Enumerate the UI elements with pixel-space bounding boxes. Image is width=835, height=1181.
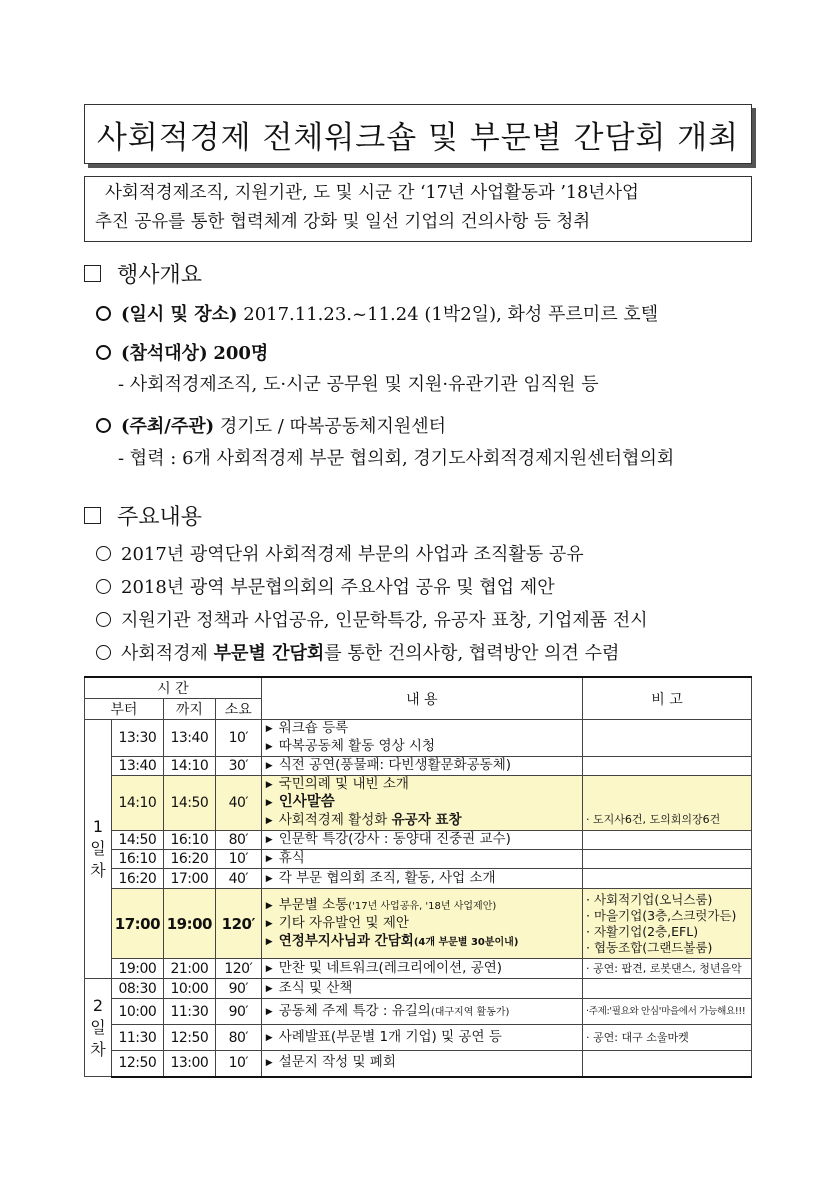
datetime-value: 2017.11.23.~11.24 (1박2일), 화성 푸르미르 호텔: [243, 304, 659, 325]
summary-line-1: 사회적경제조직, 지원기관, 도 및 시군 간 ‘17년 사업활동과 ’18년사업: [105, 183, 639, 203]
table-row: [85, 979, 752, 999]
content-cell: ▶ 공동체 주제 특강 : 유길의(대구지역 활동가): [261, 999, 582, 1025]
datetime-label: (일시 및 장소): [121, 304, 238, 325]
main-item-3: [96, 606, 648, 632]
schedule-table: [84, 676, 752, 1078]
attendees-detail: - 사회적경제조직, 도·시군 공무원 및 지원·유관기관 임직원 등: [118, 374, 599, 395]
time-from: 17:00: [111, 889, 163, 959]
triangle-bullet-icon: ▶: [265, 835, 273, 845]
note-cell: [583, 757, 752, 776]
time-duration: 10′: [215, 1051, 261, 1077]
time-duration: 10′: [215, 850, 261, 869]
table-header-row: [85, 677, 752, 699]
time-from: 19:00: [111, 959, 163, 979]
time-to: 13:40: [163, 720, 215, 757]
time-from: 12:50: [111, 1051, 163, 1077]
note-cell: [583, 979, 752, 999]
time-duration: 120′: [215, 959, 261, 979]
overview-attendees: [96, 339, 268, 365]
time-to: 14:10: [163, 757, 215, 776]
triangle-bullet-icon: ▶: [265, 780, 273, 790]
table-row: [85, 869, 752, 889]
time-from: 13:30: [111, 720, 163, 757]
note-cell: [583, 720, 752, 757]
content-cell: ▶ 각 부문 협의회 조직, 활동, 사업 소개: [261, 869, 582, 889]
header-to: 까지: [163, 699, 215, 720]
table-row: [85, 831, 752, 850]
note-cell: · 도지사6건, 도의회의장6건: [583, 776, 752, 831]
main-item-text: 사회적경제: [121, 643, 214, 664]
time-duration: 80′: [215, 831, 261, 850]
header-time: 시 간: [85, 677, 262, 699]
main-item-text: 2018년 광역 부문협의회의 주요사업 공유 및 협업 제안: [121, 577, 555, 598]
header-note: 비 고: [583, 677, 752, 720]
note-cell: [583, 850, 752, 869]
time-duration: 10′: [215, 720, 261, 757]
table-row: [85, 776, 752, 831]
time-duration: 30′: [215, 757, 261, 776]
triangle-bullet-icon: ▶: [265, 1058, 273, 1069]
time-from: 10:00: [111, 999, 163, 1025]
content-cell: ▶ 조식 및 산책: [261, 979, 582, 999]
content-cell: ▶ 사례발표(부문별 1개 기업) 및 공연 등: [261, 1025, 582, 1051]
main-item-text: 2017년 광역단위 사회적경제 부문의 사업과 조직활동 공유: [121, 544, 584, 565]
triangle-bullet-icon: ▶: [265, 963, 273, 974]
triangle-bullet-icon: ▶: [265, 873, 273, 884]
table-row: [85, 959, 752, 979]
triangle-bullet-icon: ▶: [265, 854, 273, 864]
circle-bullet-icon: [96, 345, 111, 360]
time-from: 13:40: [111, 757, 163, 776]
note-cell: [583, 869, 752, 889]
header-from: 부터: [85, 699, 164, 720]
host-value: 경기도 / 따복공동체지원센터: [219, 416, 447, 437]
time-from: 16:20: [111, 869, 163, 889]
time-to: 16:10: [163, 831, 215, 850]
time-duration: 90′: [215, 999, 261, 1025]
time-to: 19:00: [163, 889, 215, 959]
time-from: 16:10: [111, 850, 163, 869]
table-row: [85, 889, 752, 959]
overview-host: [96, 412, 446, 438]
header-duration: 소요: [215, 699, 261, 720]
time-duration: 40′: [215, 869, 261, 889]
table-row: [85, 999, 752, 1025]
triangle-bullet-icon: ▶: [265, 1032, 273, 1043]
content-cell: ▶ 식전 공연(풍물패: 다빈생활문화공동체): [261, 757, 582, 776]
time-to: 13:00: [163, 1051, 215, 1077]
note-cell: · 사회적기업(오닉스룸) · 마을기업(3층,스크럿가든) · 자활기업(2층,EFL) · 협동조합(그랜드볼룸): [583, 889, 752, 959]
day-2-label: 2 일 차: [85, 979, 112, 1077]
time-to: 21:00: [163, 959, 215, 979]
triangle-bullet-icon: ▶: [265, 918, 273, 929]
main-item-4: [96, 639, 619, 665]
time-to: 16:20: [163, 850, 215, 869]
host-detail: - 협력 : 6개 사회적경제 부문 협의회, 경기도사회적경제지원센터협의회: [118, 448, 675, 469]
content-cell: ▶ 워크숍 등록 ▶ 따복공동체 활동 영상 시청: [261, 720, 582, 757]
table-row: [85, 1025, 752, 1051]
triangle-bullet-icon: ▶: [265, 1006, 273, 1017]
table-row: [85, 720, 752, 757]
note-cell: · 공연: 대구 소울마켓: [583, 1025, 752, 1051]
time-from: 11:30: [111, 1025, 163, 1051]
note-cell: [583, 1051, 752, 1077]
circle-bullet-icon: [96, 418, 111, 433]
note-cell: [583, 831, 752, 850]
main-item-2: [96, 573, 555, 599]
time-to: 10:00: [163, 979, 215, 999]
time-from: 14:50: [111, 831, 163, 850]
circle-bullet-icon: [96, 612, 111, 627]
square-bullet-icon: [84, 265, 101, 282]
triangle-bullet-icon: ▶: [265, 816, 273, 826]
header-content: 내 용: [261, 677, 582, 720]
triangle-bullet-icon: ▶: [265, 983, 273, 994]
time-from: 08:30: [111, 979, 163, 999]
section-overview-title: 행사개요: [117, 263, 203, 288]
content-cell: ▶ 인문학 특강(강사 : 동양대 진중권 교수): [261, 831, 582, 850]
triangle-bullet-icon: ▶: [265, 742, 273, 752]
main-item-bold: 부문별 간담회: [213, 643, 325, 664]
triangle-bullet-icon: ▶: [265, 761, 273, 771]
table-row: [85, 1051, 752, 1077]
triangle-bullet-icon: ▶: [265, 724, 273, 734]
summary-box: [84, 176, 752, 242]
content-cell: ▶ 휴식: [261, 850, 582, 869]
title-box: [84, 104, 752, 164]
circle-bullet-icon: [96, 645, 111, 660]
document-title: 사회적경제 전체워크숍 및 부문별 간담회 개최: [96, 119, 740, 156]
square-bullet-icon: [84, 507, 101, 524]
time-duration: 80′: [215, 1025, 261, 1051]
content-cell: ▶ 설문지 작성 및 폐회: [261, 1051, 582, 1077]
content-cell: ▶ 국민의례 및 내빈 소개 ▶ 인사말씀 ▶ 사회적경제 활성화 유공자 표창: [261, 776, 582, 831]
day-1-label: 1 일 차: [85, 720, 112, 979]
content-cell: ▶ 만찬 및 네트워크(레크리에이션, 공연): [261, 959, 582, 979]
time-to: 12:50: [163, 1025, 215, 1051]
time-duration: 120′: [215, 889, 261, 959]
section-main-title: 주요내용: [117, 505, 203, 530]
table-row: [85, 850, 752, 869]
time-duration: 90′: [215, 979, 261, 999]
attendees-value: 200명: [213, 343, 269, 364]
table-row: [85, 757, 752, 776]
note-cell: · 공연: 팝견, 로봇댄스, 청년음악: [583, 959, 752, 979]
time-to: 14:50: [163, 776, 215, 831]
circle-bullet-icon: [96, 546, 111, 561]
circle-bullet-icon: [96, 306, 111, 321]
attendees-label: (참석대상): [121, 343, 208, 364]
note-cell: ·주제:'필요와 안심'마을에서 가능해요!!!: [583, 999, 752, 1025]
main-item-text: 를 통한 건의사항, 협력방안 의견 수렴: [324, 643, 620, 664]
triangle-bullet-icon: ▶: [265, 798, 273, 808]
triangle-bullet-icon: ▶: [265, 900, 273, 911]
section-main: [84, 500, 202, 531]
content-cell: ▶ 부문별 소통('17년 사업공유, '18년 사업제안) ▶ 기타 자유발언 및 제안 ▶ 연정부지사님과 간담회(4개 부문별 30분이내): [261, 889, 582, 959]
time-to: 17:00: [163, 869, 215, 889]
time-duration: 40′: [215, 776, 261, 831]
triangle-bullet-icon: ▶: [265, 936, 273, 947]
main-item-1: [96, 540, 584, 566]
section-overview: [84, 258, 202, 289]
circle-bullet-icon: [96, 579, 111, 594]
time-from: 14:10: [111, 776, 163, 831]
summary-line-2: 추진 공유를 통한 협력체계 강화 및 일선 기업의 건의사항 등 청취: [95, 212, 591, 232]
time-to: 11:30: [163, 999, 215, 1025]
overview-datetime: [96, 300, 658, 326]
host-label: (주최/주관): [121, 416, 215, 437]
main-item-text: 지원기관 정책과 사업공유, 인문학특강, 유공자 표창, 기업제품 전시: [121, 610, 648, 631]
